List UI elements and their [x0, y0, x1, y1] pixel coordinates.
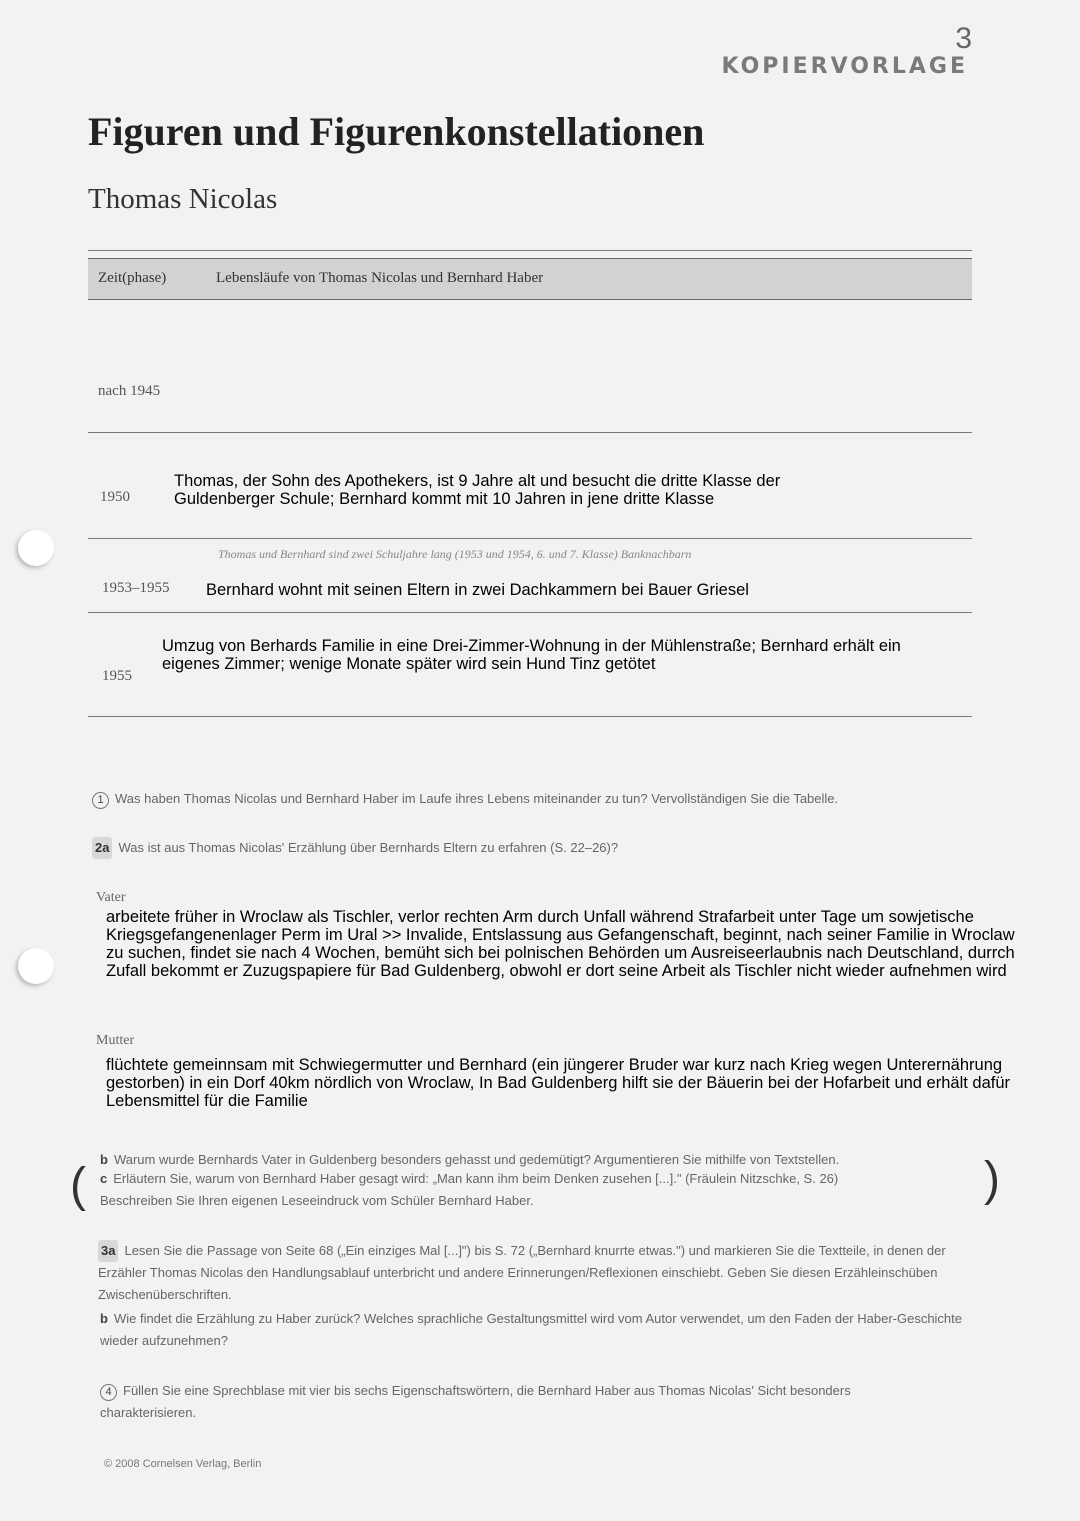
- row-time: 1950: [100, 489, 130, 505]
- row-time: nach 1945: [98, 383, 161, 399]
- punch-hole-top: [18, 530, 54, 566]
- table-header: [88, 258, 972, 300]
- row-time: 1953–1955: [102, 580, 170, 596]
- answer-mutter: flüchtete gemeinnsam mit Schwiegermutter und Bernhard (ein jüngerer Bruder war kurz nach Krieg wegen Unterernährung gestorben) in ein Dorf 40km nördlich von Wroclaw, In Bad Guldenberg hilft sie der Bäuerin bei der Hofarbeit und erhält dafür Lebensmittel für die Familie: [106, 1056, 1011, 1110]
- task-number: 3a: [98, 1240, 118, 1262]
- task-text: Was haben Thomas Nicolas und Bernhard Haber im Laufe ihres Lebens miteinander zu tun? Vervollständigen Sie die Tabelle.: [115, 791, 839, 806]
- task-text: Warum wurde Bernhards Vater in Guldenberg besonders gehasst und gedemütigt? Argumentieren Sie mithilfe von Textstellen.: [113, 1152, 840, 1167]
- row-time: 1955: [102, 668, 132, 684]
- task-number: 4: [100, 1384, 117, 1401]
- row-entry: Bernhard wohnt mit seinen Eltern in zwei Dachkammern bei Bauer Griesel: [206, 581, 749, 599]
- page-subtitle: Thomas Nicolas: [88, 183, 278, 215]
- row-divider: [88, 716, 972, 717]
- row-divider: [88, 538, 972, 539]
- punch-hole-bottom: [18, 948, 54, 984]
- label-mutter: Mutter: [96, 1033, 135, 1048]
- task-4: [100, 1380, 930, 1424]
- row-note: Thomas und Bernhard sind zwei Schuljahre lang (1953 und 1954, 6. und 7. Klasse) Banknachbarn: [218, 547, 692, 561]
- page-number: 3: [955, 22, 972, 55]
- task-2c: [100, 1168, 980, 1190]
- bracket-right: ): [984, 1153, 1000, 1206]
- task-1: [92, 788, 982, 810]
- page-title: Figuren und Figurenkonstellationen: [88, 109, 705, 154]
- task-text: Wie findet die Erzählung zu Haber zurück? Welches sprachliche Gestaltungsmittel wird vom Autor verwendet, um den Faden der Haber-Geschichte wieder aufzunehmen?: [100, 1311, 963, 1348]
- column-header-life: Lebensläufe von Thomas Nicolas und Bernhard Haber: [216, 270, 544, 286]
- task-text: Erläutern Sie, warum von Bernhard Haber gesagt wird: „Man kann ihm beim Denken zusehen [...]." (Fräulein Nitzschke, S. 26): [113, 1171, 839, 1186]
- column-header-time: Zeit(phase): [98, 270, 167, 286]
- task-letter: b: [100, 1311, 108, 1326]
- label-vater: Vater: [96, 890, 126, 905]
- row-divider: [88, 612, 972, 613]
- task-3b: [100, 1308, 980, 1352]
- task-number: 1: [92, 792, 109, 809]
- bracket-left: (: [70, 1159, 86, 1212]
- task-2d: [100, 1190, 980, 1212]
- header-label: KOPIERVORLAGE: [721, 54, 968, 79]
- row-divider: [88, 432, 972, 433]
- answer-vater: arbeitete früher in Wroclaw als Tischler, verlor rechten Arm durch Unfall während Strafarbeit unter Tage um sowjetische Kriegsgefangenenlager Perm im Ural >> Invalide, Entslassung aus Gefangenschaft, beginnt, nach seiner Familie in Wroclaw zu suchen, findet sie nach 4 Wochen, bemüht sich bei polnischen Behörden um Ausreiseerlaubnis nach Deutschland, durrch Zufall bekommt er Zuzugspapiere für Bad Guldenberg, obwohl er dort seine Arbeit als Tischler nicht wieder aufnehmen wird: [106, 908, 1015, 980]
- task-number: 2a: [92, 837, 112, 859]
- copyright: © 2008 Cornelsen Verlag, Berlin: [104, 1458, 262, 1470]
- task-text: Lesen Sie die Passage von Seite 68 („Ein einziges Mal [...]") bis S. 72 („Bernhard knurrte etwas.") und markieren Sie die Textteile, in denen der Erzähler Thomas Nicolas den Handlungsablauf unterbricht und andere Erinnerungen/Reflexionen einschiebt. Geben Sie diesen Erzähleinschüben Zwischenüberschriften.: [98, 1243, 946, 1302]
- row-entry: Umzug von Berhards Familie in eine Drei-Zimmer-Wohnung in der Mühlenstraße; Bernhard erhält ein eigenes Zimmer; wenige Monate später wird sein Hund Tinz getötet: [162, 637, 901, 673]
- task-text: Füllen Sie eine Sprechblase mit vier bis sechs Eigenschaftswörtern, die Bernhard Haber aus Thomas Nicolas' Sicht besonders charakterisieren.: [100, 1383, 851, 1420]
- task-2a: [92, 837, 982, 859]
- row-entry: Thomas, der Sohn des Apothekers, ist 9 Jahre alt und besucht die dritte Klasse der Guldenberger Schule; Bernhard kommt mit 10 Jahren in jene dritte Klasse: [174, 472, 781, 508]
- task-text: Beschreiben Sie Ihren eigenen Leseeindruck vom Schüler Bernhard Haber.: [100, 1193, 534, 1208]
- table-top-rule: [88, 250, 972, 251]
- task-letter: b: [100, 1152, 108, 1167]
- task-text: Was ist aus Thomas Nicolas' Erzählung über Bernhards Eltern zu erfahren (S. 22–26)?: [118, 840, 619, 855]
- task-3a: [98, 1240, 983, 1306]
- task-letter: c: [100, 1171, 108, 1186]
